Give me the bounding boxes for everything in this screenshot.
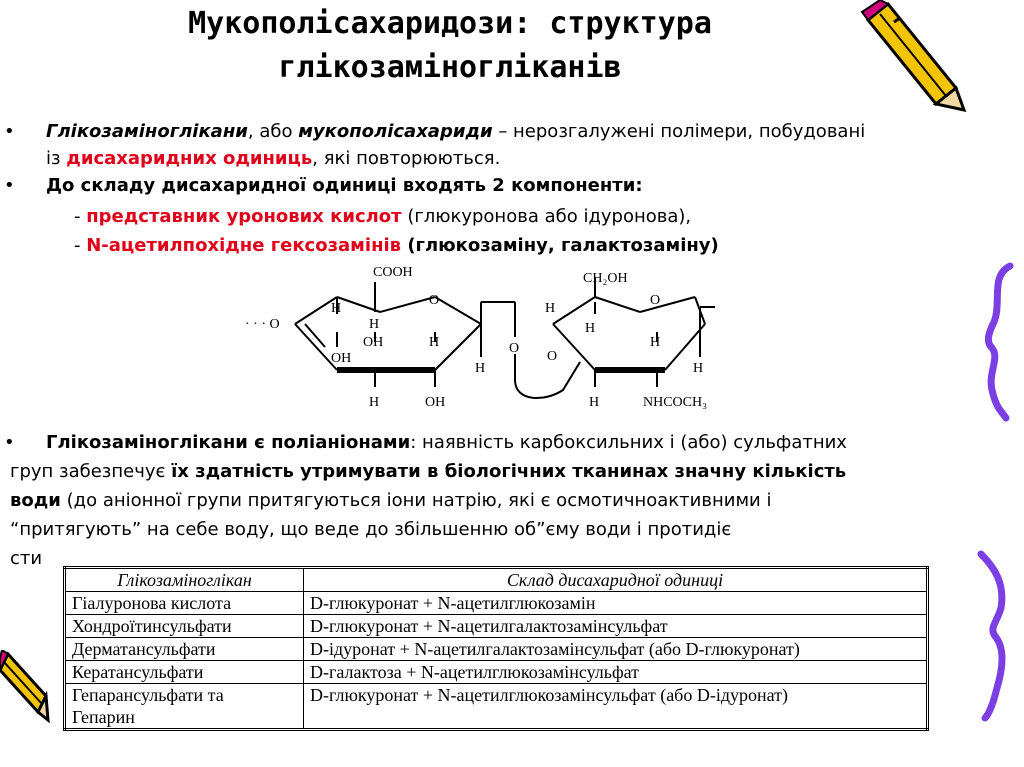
table-cell-composition: D-глюкуронат + N-ацетилгалактозамінсульфат	[304, 615, 928, 638]
formula-h: H	[475, 361, 486, 376]
formula-o: O	[650, 293, 661, 308]
formula-h: H	[589, 395, 600, 410]
formula-nhcoch3: NHCOCH₃	[643, 395, 707, 410]
table-header: Склад дисахаридної одиниці	[304, 568, 928, 592]
text-or: , або	[247, 121, 299, 142]
term-hexosamine: N-ацетилпохідне гексозамінів	[86, 235, 402, 256]
formula-ho: O	[547, 349, 558, 364]
bullet-dot: •	[4, 121, 15, 142]
text-hexosamine-rest: (глюкозаміну, галактозаміну)	[401, 235, 719, 256]
term-uronic: представник уронових кислот	[86, 206, 402, 227]
table-row	[65, 661, 928, 684]
term-gag: Глікозаміноглікани	[46, 121, 248, 142]
dash: -	[74, 206, 87, 227]
formula-o: O	[429, 293, 440, 308]
bullet2-heading: До складу дисахаридної одиниці входять 2 компоненти:	[46, 175, 643, 196]
bullet2-item1	[74, 203, 691, 230]
table-cell-composition: D-галактоза + N-ацетилглюкозамінсульфат	[304, 661, 928, 684]
formula-oh: OH	[363, 335, 384, 350]
term-water: води	[10, 490, 61, 511]
table-header: Глікозаміноглікан	[65, 568, 304, 592]
term-polyanion: Глікозаміноглікани є поліаніонами	[46, 432, 411, 453]
table-row	[65, 592, 928, 615]
formula-h: H	[545, 301, 556, 316]
title-line-2: глікозаміногліканів	[278, 50, 622, 85]
brace-decoration-icon	[975, 548, 1020, 723]
page-title	[100, 2, 800, 90]
bullet3-line3	[10, 487, 771, 514]
formula-h: H	[585, 321, 596, 336]
text-groups: груп забезпечує	[10, 461, 172, 482]
formula-h: H	[369, 395, 380, 410]
table-row	[65, 638, 928, 661]
text-anion: (до аніонної групи притягуються іони натрію, які є осмотичноактивними і	[60, 490, 772, 511]
formula-h: H	[429, 335, 440, 350]
formula-cooh: COOH	[373, 265, 413, 280]
bullet1-line1	[46, 118, 865, 145]
formula-h: H	[693, 361, 704, 376]
table-header-row	[65, 568, 928, 592]
formula-oh: OH	[425, 395, 446, 410]
formula-h: H	[331, 301, 342, 316]
bullet3-line2	[10, 458, 846, 485]
term-mps: мукополісахариди	[298, 121, 493, 142]
text-repeat: , які повторюються.	[312, 148, 501, 169]
bullet-dot: •	[4, 432, 15, 453]
table-cell-name: Гепарансульфати та Гепарин	[65, 684, 304, 730]
bullet3-line1	[46, 429, 847, 456]
table-cell-name: Кератансульфати	[65, 661, 304, 684]
table-cell-composition: D-ідуронат + N-ацетилгалактозамінсульфат (або D-глюкуронат)	[304, 638, 928, 661]
formula-h: H	[369, 317, 380, 332]
pencil-icon	[0, 650, 50, 725]
pencil-icon	[860, 0, 970, 112]
bullet-dot: •	[4, 175, 15, 196]
term-retain: їх здатність утримувати в біологічних тканинах значну кількість	[171, 461, 847, 482]
bullet1-line2	[46, 145, 500, 172]
disaccharide-formula	[245, 262, 765, 427]
formula-ch2oh: CH₂OH	[583, 271, 628, 286]
table-cell-composition: D-глюкуронат + N-ацетилглюкозамінсульфат (або D-ідуронат)	[304, 684, 928, 730]
formula-h: H	[650, 335, 661, 350]
table-cell-name: Гіалуронова кислота	[65, 592, 304, 615]
text-rest: – нерозгалужені полімери, побудовані	[492, 121, 866, 142]
brace-decoration-icon	[980, 262, 1020, 422]
formula-o: O	[509, 341, 520, 356]
text-carboxyl: : наявність карбоксильних і (або) сульфатних	[410, 432, 847, 453]
table-cell-name: Дерматансульфати	[65, 638, 304, 661]
table-row	[65, 684, 928, 730]
bullet3-line5: сти	[10, 548, 43, 569]
bullet3-line4: “притягують” на себе воду, що веде до збільшенню об”єму води і протидіє	[10, 519, 732, 540]
formula-dots: · · · O	[245, 317, 280, 332]
bullet2-item2	[74, 232, 719, 259]
text-from: із	[46, 148, 67, 169]
dash: -	[74, 235, 87, 256]
formula-oh: OH	[331, 351, 352, 366]
gag-table	[63, 566, 929, 731]
table-cell-name: Хондроїтинсульфати	[65, 615, 304, 638]
title-line-1: Мукополісахаридози: структура	[188, 6, 712, 41]
term-disaccharide: дисахаридних одиниць	[66, 148, 313, 169]
table-row	[65, 615, 928, 638]
text-uronic-rest: (глюкуронова або ідуронова),	[401, 206, 692, 227]
table-cell-composition: D-глюкуронат + N-ацетилглюкозамін	[304, 592, 928, 615]
